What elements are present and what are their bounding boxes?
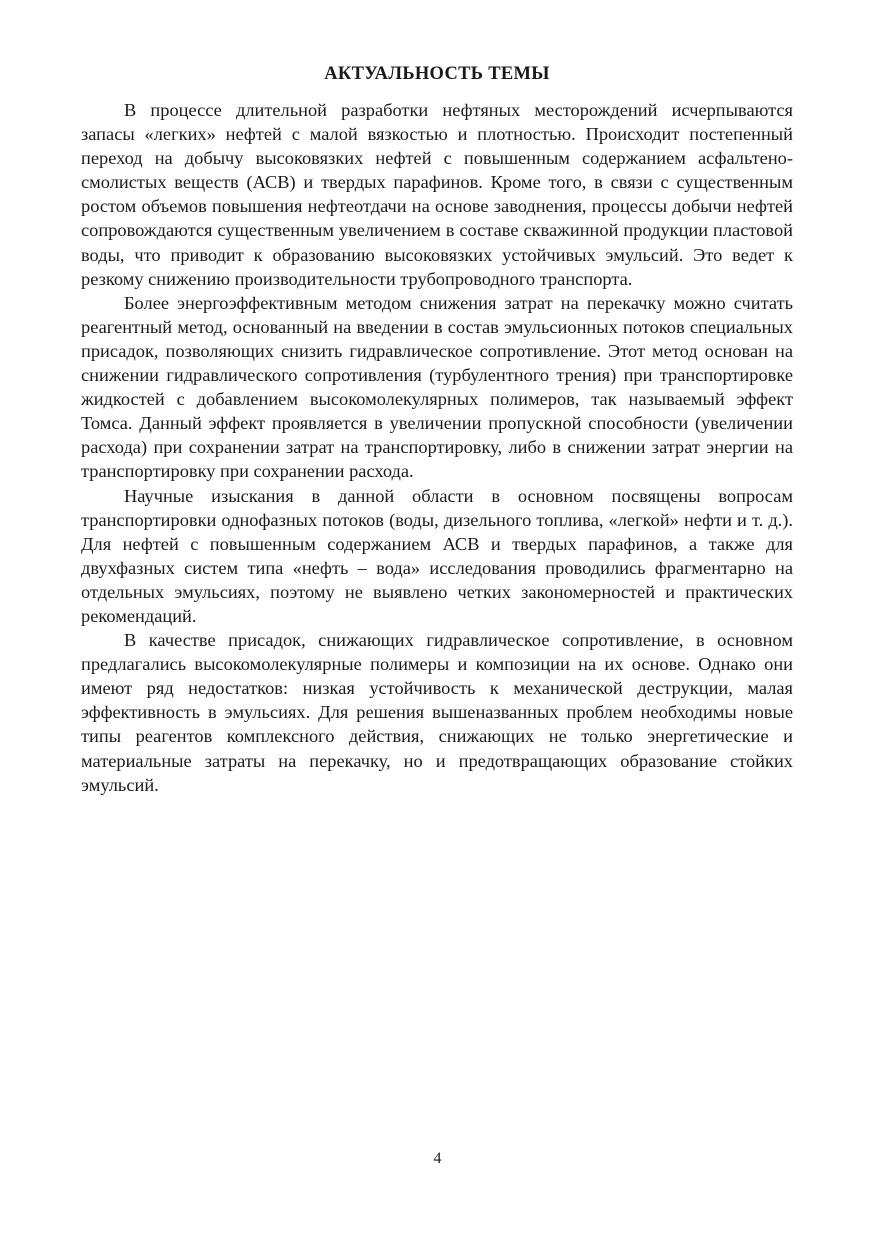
page-title: АКТУАЛЬНОСТЬ ТЕМЫ: [324, 64, 550, 84]
paragraph-3: Научные изыскания в данной области в основном посвящены вопросам транспортировки однофазных потоков (воды, дизельного топлива, «легкой» нефти и т. д.). Для нефтей с повышенным содержанием АСВ и твердых парафинов, а также для двухфазных систем типа «нефть – вода» исследования проводились фрагментарно на отдельных эмульсиях, поэтому не выявлено четких закономерностей и практических рекомендаций.: [81, 485, 793, 626]
paragraph-4: В качестве присадок, снижающих гидравлическое сопротивление, в основном предлагались высокомолекулярные полимеры и композиции на их основе. Однако они имеют ряд недостатков: низкая устойчивость к механической деструкции, малая эффективность в эмульсиях. Для решения вышеназванных проблем необходимы новые типы реагентов комплексного действия, снижающих не только энергетические и материальные затраты на перекачку, но и предотвращающих образование стойких эмульсий.: [81, 630, 793, 795]
document-page: [81, 62, 793, 797]
paragraph-2: Более энергоэффективным методом снижения затрат на перекачку можно считать реагентный метод, основанный на введении в состав эмульсионных потоков специальных присадок, позволяющих снизить гидравлическое сопротивление. Этот метод основан на снижении гидравлического сопротивления (турбулентного трения) при транспортировке жидкостей с добавлением высокомолекулярных полимеров, так называемый эффект Томса. Данный эффект проявляется в увеличении пропускной способности (увеличении расхода) при сохранении затрат на транспортировку, либо в снижении затрат энергии на транспортировку при сохранении расхода.: [81, 292, 793, 482]
page-number: 4: [433, 1150, 442, 1167]
paragraph-1: В процессе длительной разработки нефтяных месторождений исчерпываются запасы «легких» нефтей с малой вязкостью и плотностью. Происходит постепенный переход на добычу высоковязких нефтей с повышенным содержанием асфальтено-смолистых веществ (АСВ) и твердых парафинов. Кроме того, в связи с существенным ростом объемов повышения нефтеотдачи на основе заводнения, процессы добычи нефтей сопровождаются существенным увеличением в составе скважинной продукции пластовой воды, что приводит к образованию высоковязких устойчивых эмульсий. Это ведет к резкому снижению производительности трубопроводного транспорта.: [81, 100, 793, 289]
